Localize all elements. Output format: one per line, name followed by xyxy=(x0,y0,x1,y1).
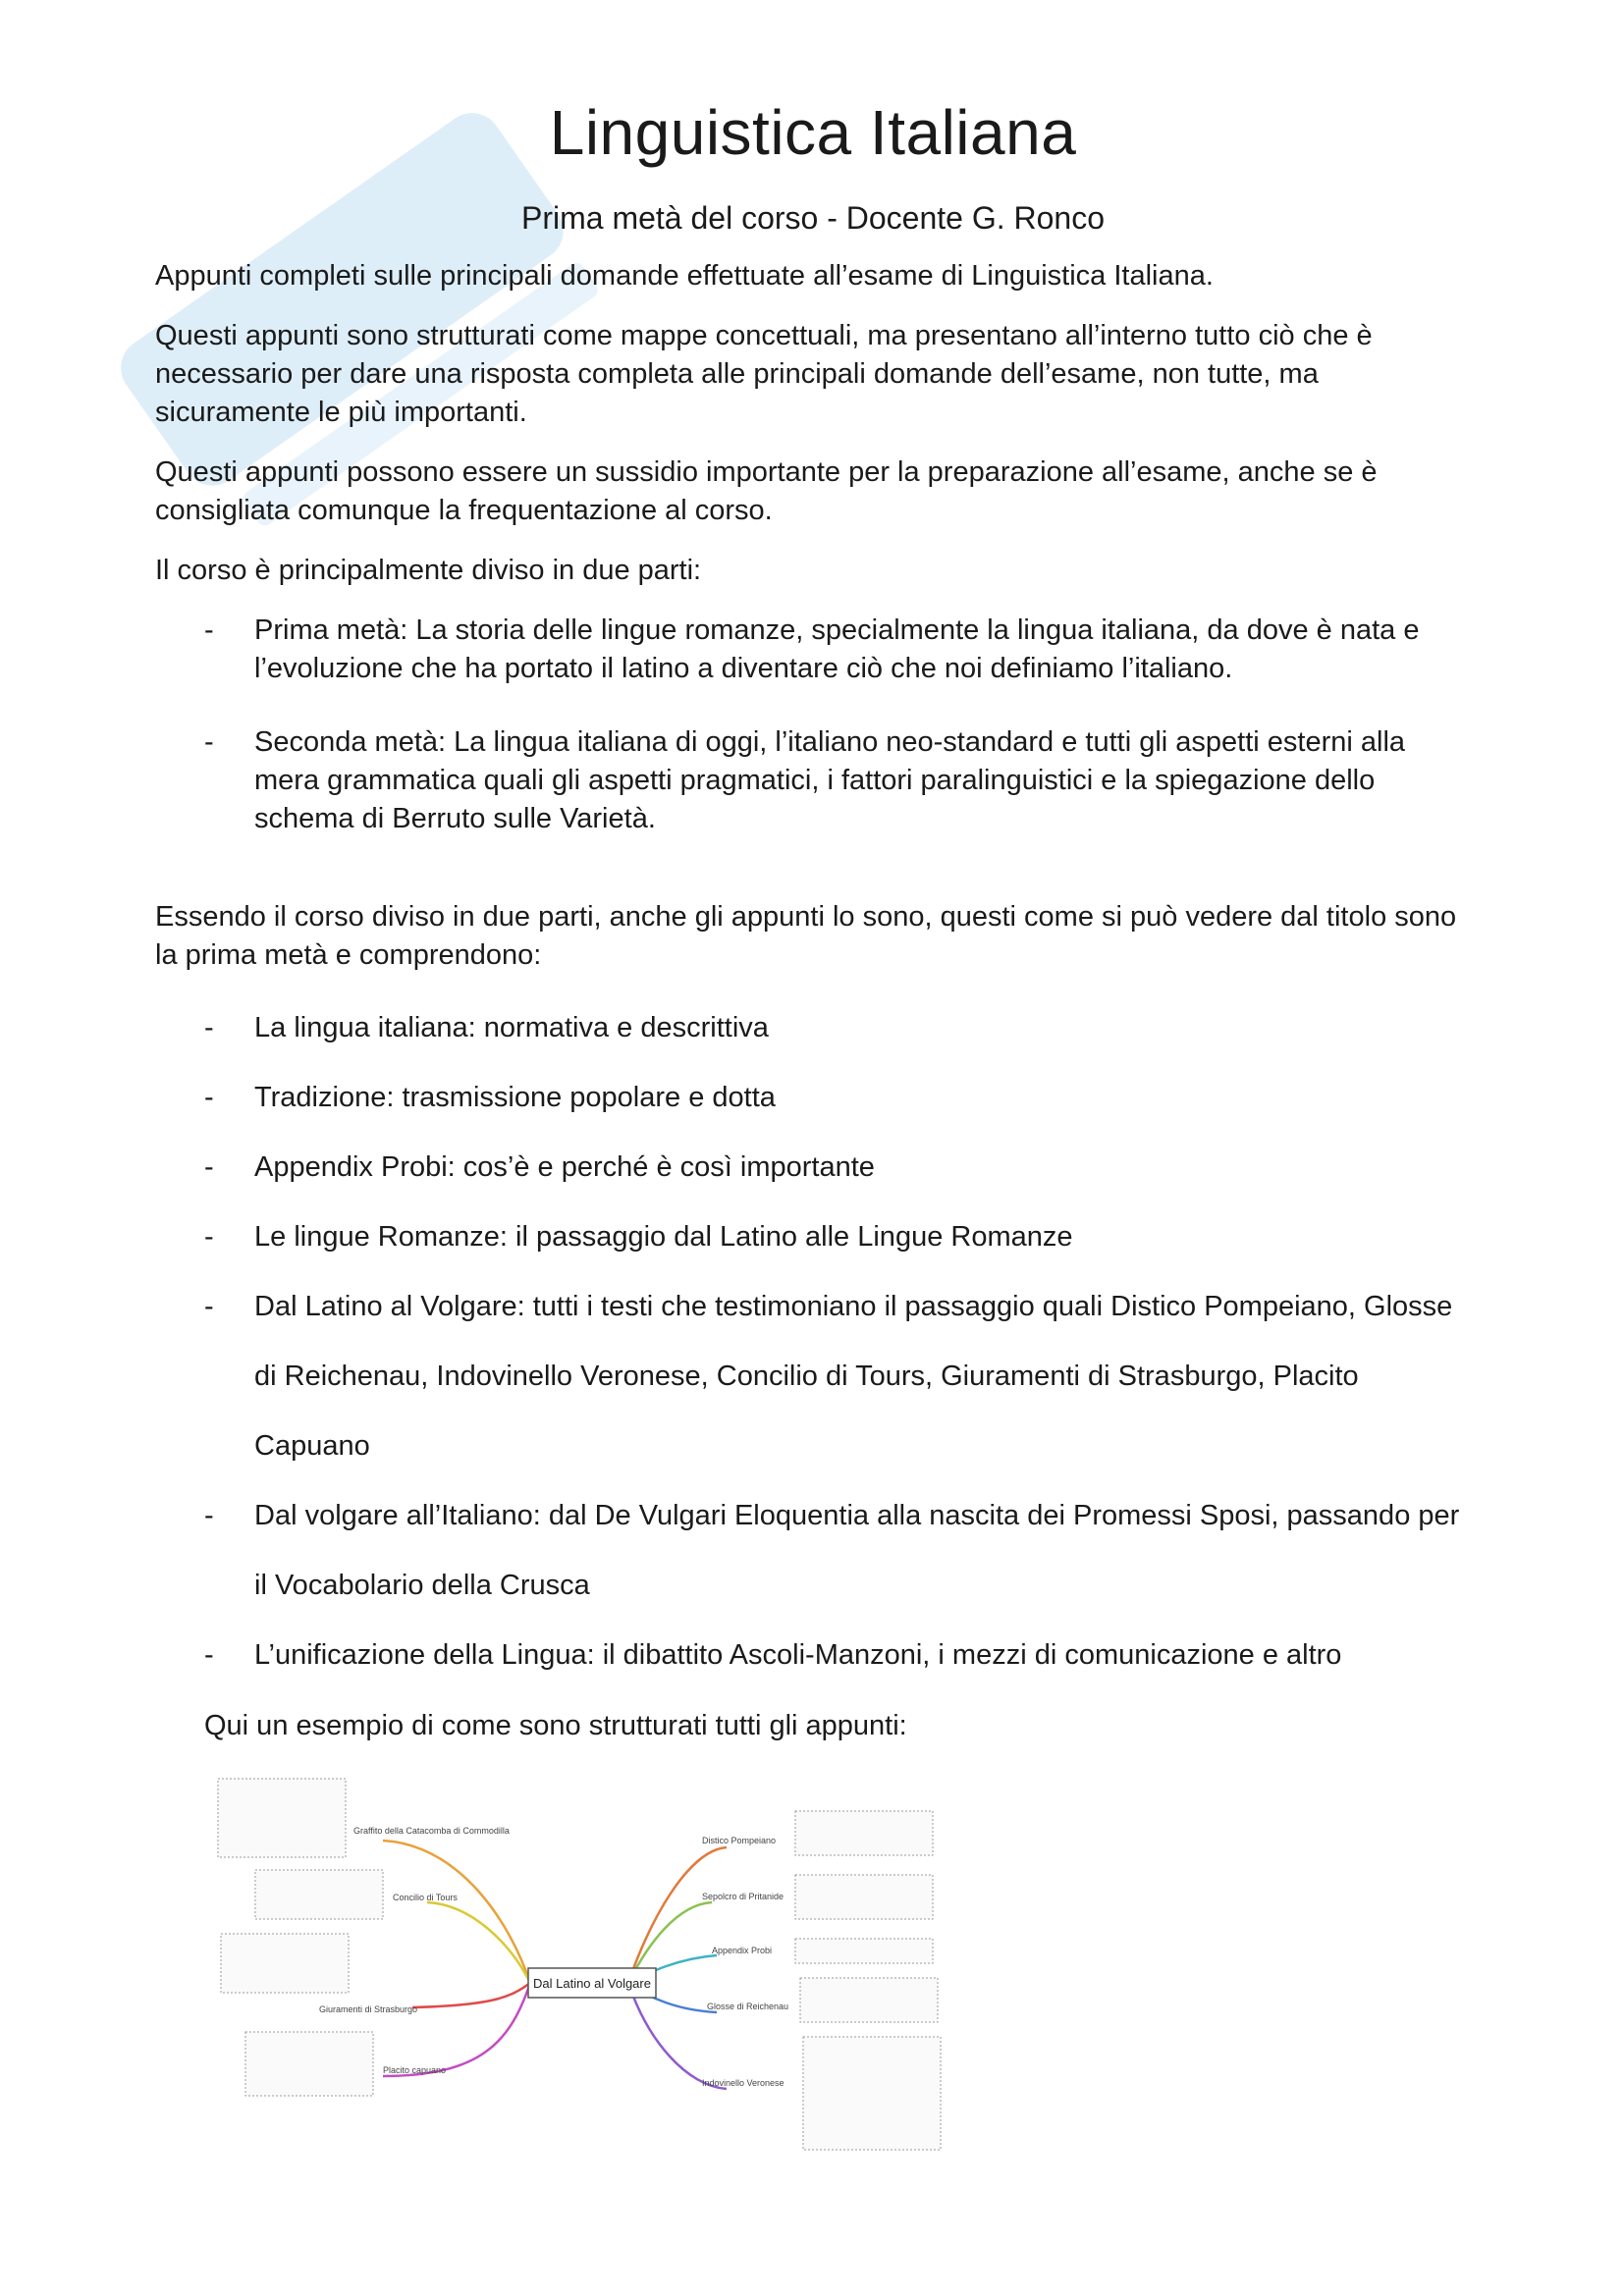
mindmap-branch xyxy=(412,1983,530,2007)
list-item xyxy=(155,1272,1471,1481)
contents-section xyxy=(155,898,1471,975)
list-item xyxy=(155,723,1471,838)
list-item xyxy=(155,612,1471,688)
list-item xyxy=(155,1621,1471,1690)
intro-section xyxy=(155,257,1471,874)
mindmap-note xyxy=(221,1934,349,1993)
list-dash: - xyxy=(204,1500,214,1531)
mindmap-branch xyxy=(628,1983,727,2089)
mindmap-note xyxy=(795,1875,933,1919)
list-dash: - xyxy=(204,726,214,758)
list-dash: - xyxy=(204,1151,214,1183)
mindmap-note xyxy=(255,1870,383,1919)
mindmap-note xyxy=(245,2032,373,2096)
list-item-text: Prima metà: La storia delle lingue romanze, specialmente la lingua italiana, da dove è nata e l’evoluzione che ha portato il latino a diventare ciò che noi definiamo l’italiano. xyxy=(254,614,1420,684)
mindmap-node-label: Concilio di Tours xyxy=(393,1893,458,1902)
intro-paragraph: Questi appunti sono strutturati come mappe concettuali, ma presentano all’interno tutto ciò che è necessario per dare una risposta completa alle principali domande dell’esame, non tutte, ma sicuramente le più importanti. xyxy=(155,320,1373,428)
list-item-text: Appendix Probi: cos’è e perché è così importante xyxy=(254,1151,875,1183)
list-dash: - xyxy=(204,614,214,646)
list-item-text: L’unificazione della Lingua: il dibattito Ascoli-Manzoni, i mezzi di comunicazione e altro xyxy=(254,1639,1342,1671)
list-item-text: Tradizione: trasmissione popolare e dotta xyxy=(254,1082,776,1113)
mindmap-node-label: Giuramenti di Strasburgo xyxy=(319,2004,418,2014)
list-item xyxy=(155,1063,1471,1133)
list-dash: - xyxy=(204,1082,214,1113)
mindmap-note xyxy=(795,1939,933,1963)
mindmap-note xyxy=(218,1779,346,1857)
list-item-text: La lingua italiana: normativa e descrittiva xyxy=(254,1012,769,1043)
document-title: Linguistica Italiana xyxy=(549,97,1077,168)
document-subtitle: Prima metà del corso - Docente G. Ronco xyxy=(520,200,1105,236)
example-label: Qui un esempio di come sono strutturati tutti gli appunti: xyxy=(204,1710,907,1741)
mindmap-branch xyxy=(383,1841,530,1983)
mindmap-node-label: Glosse di Reichenau xyxy=(707,2002,789,2011)
intro-paragraph: Appunti completi sulle principali domande effettuate all’esame di Linguistica Italiana. xyxy=(155,260,1214,292)
list-item xyxy=(155,1133,1471,1202)
mindmap-node-label: Graffito della Catacomba di Commodilla xyxy=(353,1826,510,1836)
list-item-text: Le lingue Romanze: il passaggio dal Latino alle Lingue Romanze xyxy=(254,1221,1073,1253)
list-dash: - xyxy=(204,1291,214,1322)
mindmap-node-label: Appendix Probi xyxy=(712,1946,773,1955)
mindmap-node-label: Distico Pompeiano xyxy=(702,1836,777,1845)
topics-list xyxy=(155,993,1471,1690)
intro-paragraph: Il corso è principalmente diviso in due parti: xyxy=(155,555,702,586)
list-item-text: Dal Latino al Volgare: tutti i testi che testimoniano il passaggio quali Distico Pompeiano, Glosse di Reichenau, Indovinello Veronese, Concilio di Tours, Giuramenti di Strasburgo, Placito Capuano xyxy=(254,1291,1453,1462)
list-dash: - xyxy=(204,1639,214,1671)
intro-paragraph: Questi appunti possono essere un sussidio importante per la preparazione all’esame, anche se è consigliata comunque la frequentazione al corso. xyxy=(155,456,1378,526)
mindmap-node-label: Indovinello Veronese xyxy=(702,2078,784,2088)
mindmap-node-label: Sepolcro di Pritanide xyxy=(702,1892,784,1901)
mindmap-center-label: Dal Latino al Volgare xyxy=(533,1976,651,1991)
course-parts-list xyxy=(155,612,1471,838)
mindmap-branch xyxy=(383,1983,530,2076)
list-item xyxy=(155,1202,1471,1272)
list-dash: - xyxy=(204,1012,214,1043)
mindmap-example xyxy=(216,1777,962,2169)
mindmap-note xyxy=(800,1978,938,2022)
list-item xyxy=(155,993,1471,1063)
contents-intro-paragraph: Essendo il corso diviso in due parti, anche gli appunti lo sono, questi come si può vedere dal titolo sono la prima metà e comprendono: xyxy=(155,901,1457,971)
mindmap-note xyxy=(795,1811,933,1855)
list-item-text: Dal volgare all’Italiano: dal De Vulgari Eloquentia alla nascita dei Promessi Sposi, passando per il Vocabolario della Crusca xyxy=(254,1500,1460,1601)
list-dash: - xyxy=(204,1221,214,1253)
mindmap-note xyxy=(803,2037,941,2150)
list-item xyxy=(155,1481,1471,1621)
list-item-text: Seconda metà: La lingua italiana di oggi, l’italiano neo-standard e tutti gli aspetti esterni alla mera grammatica quali gli aspetti pragmatici, i fattori paralinguistici e la spiegazione dello schema di Berruto sulle Varietà. xyxy=(254,726,1406,834)
mindmap-node-label: Placito capuano xyxy=(383,2065,447,2075)
